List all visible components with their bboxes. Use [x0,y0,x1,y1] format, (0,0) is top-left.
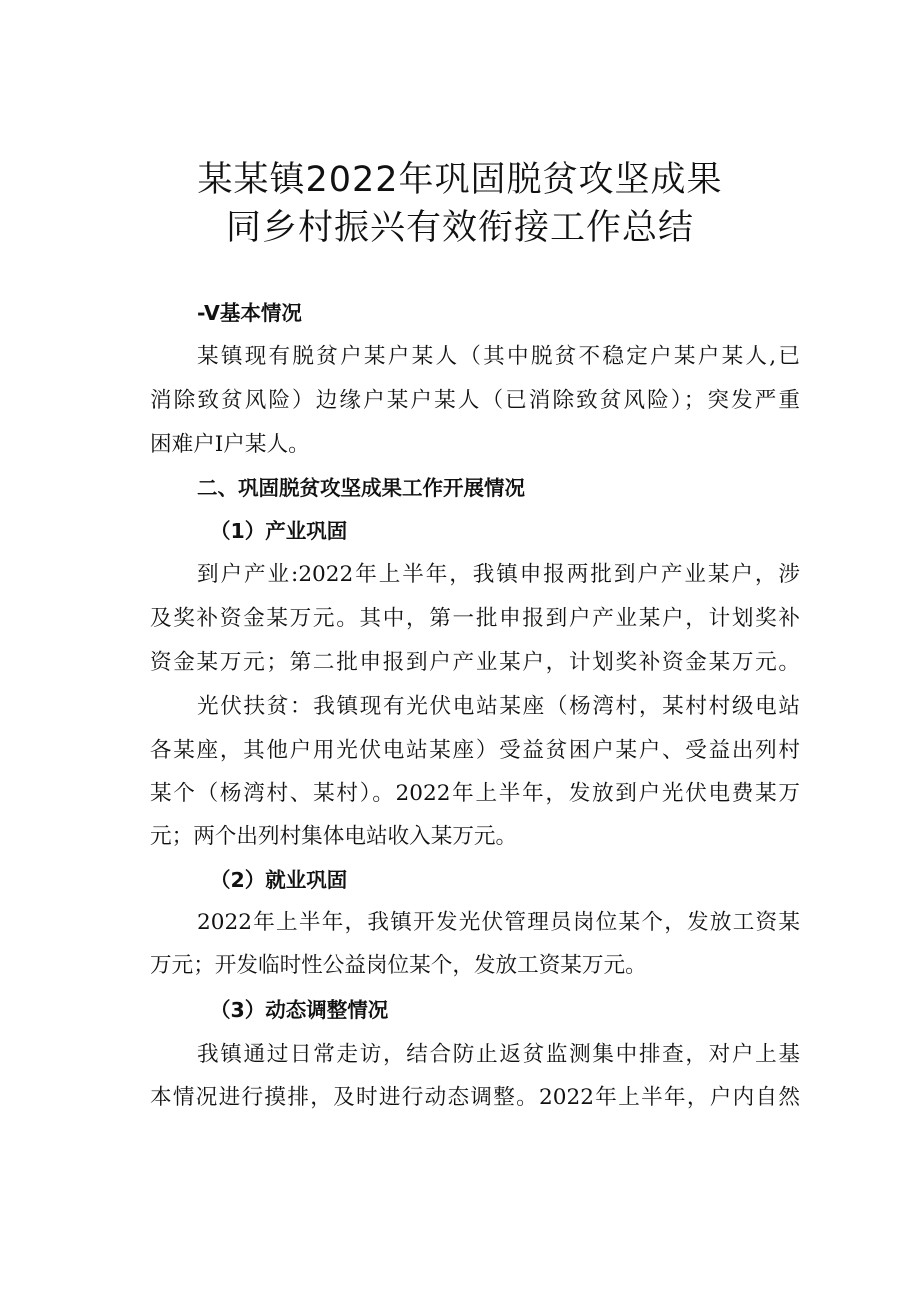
paragraph-line: 元；两个出列村集体电站收入某万元。 [150,824,518,849]
subsection-heading-employment: （2）就业巩固 [210,868,348,892]
paragraph-line: 2022年上半年，我镇开发光伏管理员岗位某个，发放工资某 [197,910,800,935]
paragraph-line: 某镇现有脱贫户某户某人（其中脱贫不稳定户某户某人,已 [197,344,800,369]
document-title-line-2: 同乡村振兴有效衔接工作总结 [225,208,694,248]
paragraph-line: 困难户I户某人。 [150,432,310,457]
paragraph-line: 我镇通过日常走访，结合防止返贫监测集中排查，对户上基 [197,1042,800,1067]
paragraph-line: 万元；开发临时性公益岗位某个，发放工资某万元。 [150,953,647,978]
paragraph-line: 及奖补资金某万元。其中，第一批申报到户产业某户，计划奖补 [150,606,800,631]
paragraph-line: 本情况进行摸排，及时进行动态调整。2022年上半年，户内自然 [150,1085,800,1110]
subsection-heading-industry: （1）产业巩固 [210,519,348,543]
paragraph-line: 光伏扶贫：我镇现有光伏电站某座（杨湾村，某村村级电站 [197,694,800,719]
paragraph-line: 消除致贫风险）边缘户某户某人（已消除致贫风险）；突发严重 [150,388,800,413]
paragraph-line: 到户产业:2022年上半年，我镇申报两批到户产业某户，涉 [197,562,800,587]
document-title-line-1: 某某镇2022年巩固脱贫攻坚成果 [197,160,723,200]
paragraph-line: 某个（杨湾村、某村）。2022年上半年，发放到户光伏电费某万 [150,781,800,806]
section-heading-work-progress: 二、巩固脱贫攻坚成果工作开展情况 [197,476,525,500]
subsection-heading-dynamic-adjustment: （3）动态调整情况 [210,998,389,1022]
section-heading-basic-situation: -V基本情况 [197,301,302,325]
paragraph-line: 各某座，其他户用光伏电站某座）受益贫困户某户、受益出列村 [150,738,800,763]
paragraph-line: 资金某万元；第二批申报到户产业某户，计划奖补资金某万元。 [150,650,800,675]
